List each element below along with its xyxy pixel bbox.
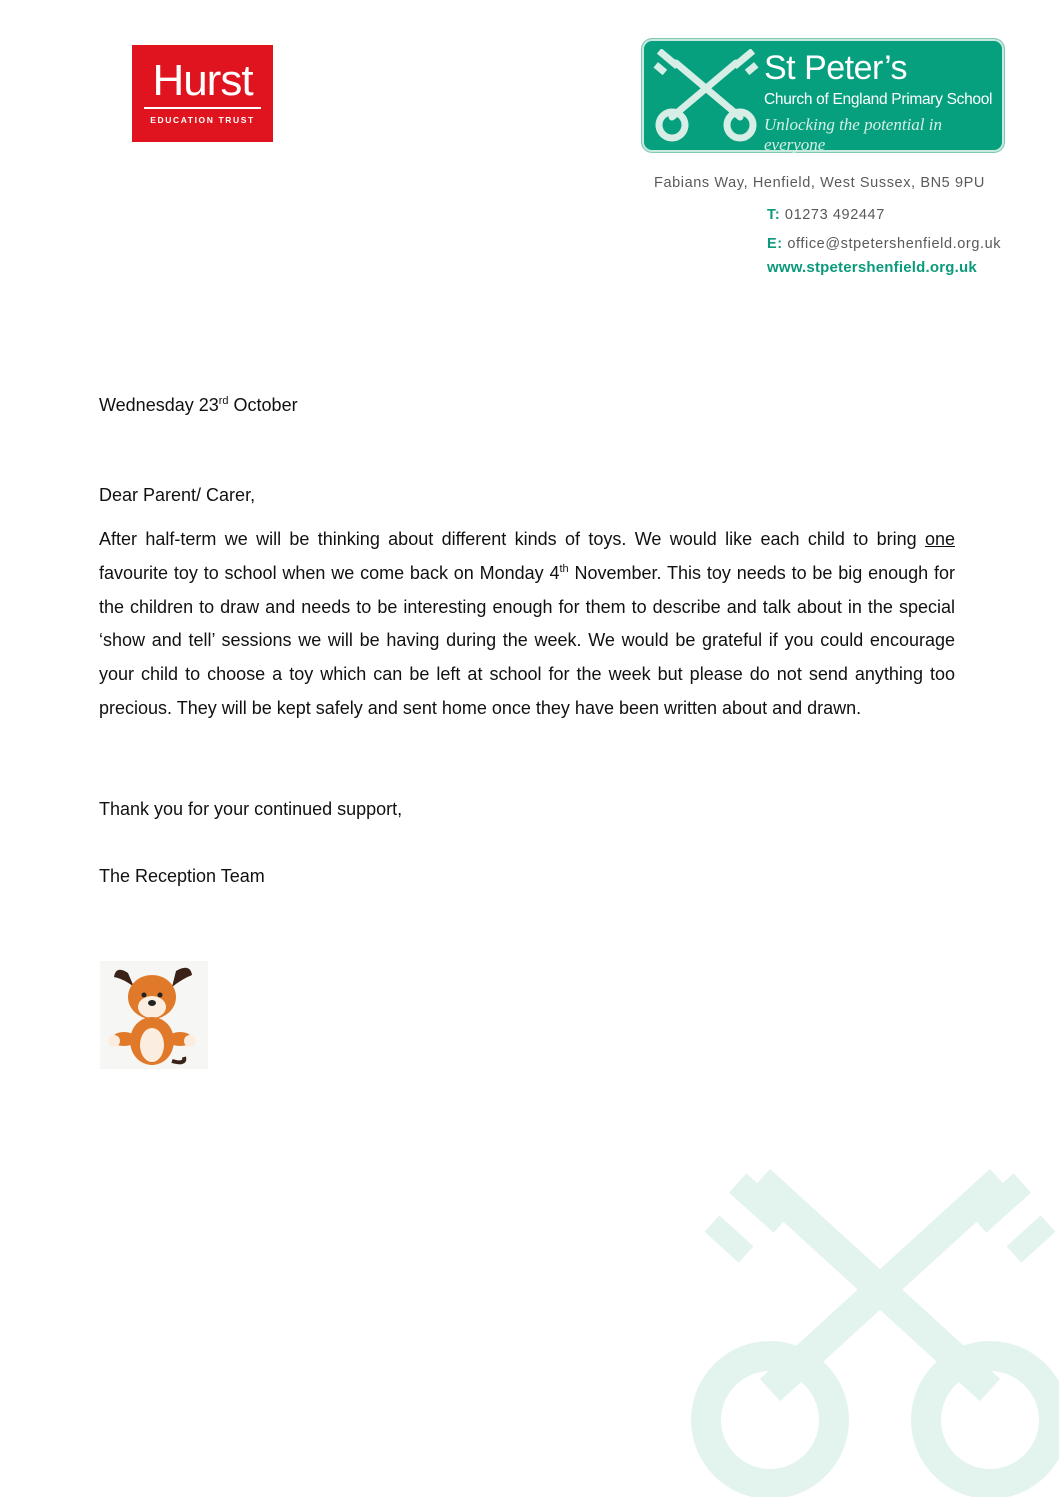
school-email: [767, 236, 1001, 252]
paragraph-part-1: After half-term we will be thinking about different kinds of toys. We would like each child to bring: [99, 529, 925, 549]
school-logo: [642, 39, 1004, 152]
crossed-keys-icon: [650, 49, 762, 145]
letter-paragraph: [99, 523, 955, 726]
email-address[interactable]: office@stpetershenfield.org.uk: [787, 236, 1002, 252]
email-label: E:: [767, 236, 783, 252]
paragraph-part-3: November. This toy needs to be big enough for the children to draw and needs to be interesting enough for them to describe and talk about in the special ‘show and tell’ sessions we will be having during the week. We would be grateful if you could encourage your child to choose a toy which can be left at school for the week but please do not send anything too precious. They will be kept safely and sent home once they have been written about and drawn.: [99, 562, 956, 718]
school-telephone: [767, 207, 885, 223]
school-subtitle: Church of England Primary School: [764, 91, 993, 108]
school-address: Fabians Way, Henfield, West Sussex, BN5 9PU: [654, 175, 985, 191]
school-tagline: Unlocking the potential in everyone: [764, 115, 942, 154]
school-website-link[interactable]: www.stpetershenfield.org.uk: [767, 259, 977, 276]
letter-date: [99, 394, 298, 416]
letter-body: [99, 523, 955, 726]
crossed-keys-watermark-icon: [690, 1150, 1059, 1497]
telephone-label: T:: [767, 207, 781, 223]
emphasis-one: one: [924, 529, 955, 549]
telephone-number: 01273 492447: [784, 207, 885, 223]
hurst-logo: [132, 45, 273, 142]
hurst-logo-rule: [144, 107, 261, 109]
letter-signoff: The Reception Team: [99, 866, 265, 886]
letter-salutation: Dear Parent/ Carer,: [99, 485, 256, 505]
school-name: St Peter’s: [764, 49, 908, 87]
date-prefix: Wednesday 23: [99, 395, 219, 415]
kipper-toy-image: [100, 961, 208, 1069]
date-ordinal: rd: [218, 395, 229, 407]
hurst-logo-name: Hurst: [152, 56, 253, 105]
dog-toy-icon: [100, 961, 208, 1069]
letter-closing: Thank you for your continued support,: [99, 799, 403, 819]
date-ordinal-th: th: [559, 562, 569, 575]
hurst-logo-subtitle: EDUCATION TRUST: [150, 115, 255, 125]
date-month: October: [228, 395, 298, 415]
paragraph-part-2: favourite toy to school when we come back on Monday 4: [99, 562, 560, 583]
